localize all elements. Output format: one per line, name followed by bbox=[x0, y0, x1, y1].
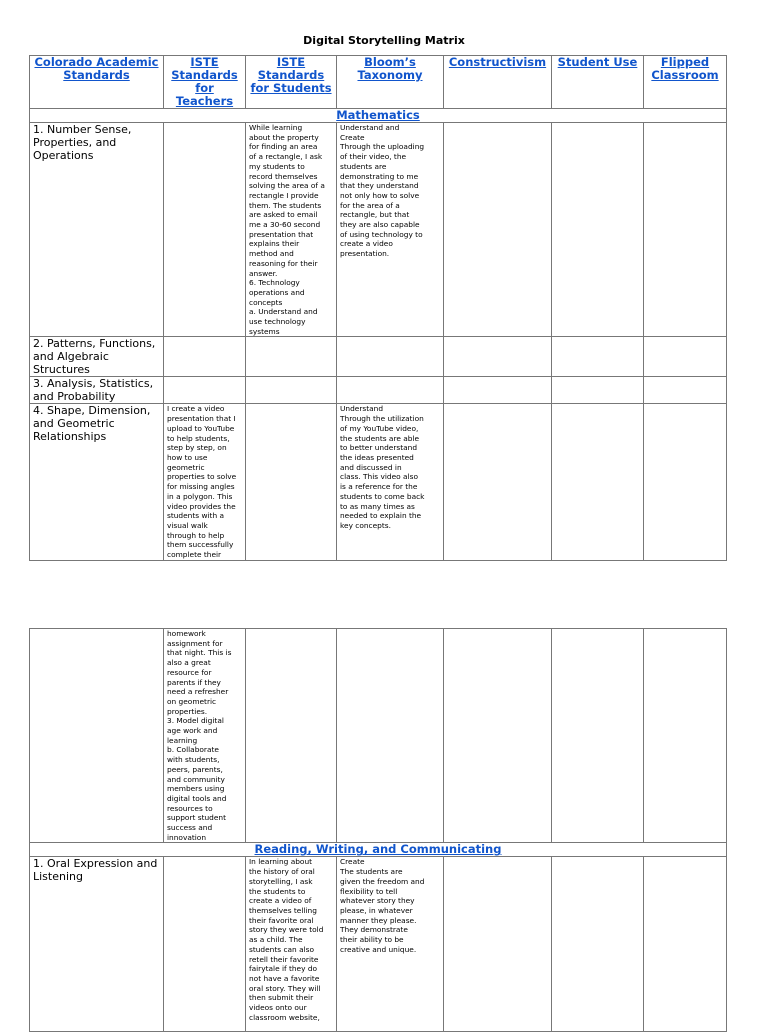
empty-cell bbox=[337, 377, 444, 404]
empty-cell bbox=[644, 629, 727, 843]
blooms-cell: Understand Through the utilization of my YouTube video, the students are able to better understand the ideas presented and discussed in class. This video also is a reference for the students to come back to as many times as needed to explain the key concepts. bbox=[337, 404, 444, 560]
header-iste-students[interactable]: ISTE Standards for Students bbox=[246, 56, 337, 109]
storytelling-matrix-table-continued bbox=[29, 628, 727, 1032]
empty-cell bbox=[444, 123, 552, 337]
empty-cell bbox=[444, 857, 552, 1032]
iste-students-cell: In learning about the history of oral storytelling, I ask the students to create a video of themselves telling their favorite oral story they were told as a child. The students can also retell their favorite fairytale if they do not have a favorite oral story. They will then submit their videos onto our classroom website, bbox=[246, 857, 337, 1032]
empty-cell bbox=[337, 629, 444, 843]
iste-students-cell: While learning about the property for finding an area of a rectangle, I ask my students to record themselves solving the area of a rectangle I provide them. The students are asked to email me a 30-60 second presentation that explains their method and reasoning for their answer. 6. Technology operations and concepts a. Understand and use technology systems bbox=[246, 123, 337, 337]
empty-cell bbox=[444, 377, 552, 404]
empty-cell bbox=[644, 857, 727, 1032]
empty-cell bbox=[30, 629, 164, 843]
standard-cell: 2. Patterns, Functions, and Algebraic Structures bbox=[30, 337, 164, 377]
table-row bbox=[30, 377, 727, 404]
table-row bbox=[30, 123, 727, 337]
empty-cell bbox=[246, 337, 337, 377]
section-row-reading-writing bbox=[30, 843, 727, 857]
blooms-cell: Understand and Create Through the uploading of their video, the students are demonstrating to me that they understand not only how to solve for the area of a rectangle, but that they are also capable of using technology to create a video presentation. bbox=[337, 123, 444, 337]
empty-cell bbox=[552, 377, 644, 404]
header-colorado-standards[interactable]: Colorado Academic Standards bbox=[30, 56, 164, 109]
empty-cell bbox=[444, 629, 552, 843]
iste-teachers-cell: I create a video presentation that I upload to YouTube to help students, step by step, on how to use geometric properties to solve for missing angles in a polygon. This video provides the students with a visual walk through to help them successfully complete their bbox=[164, 404, 246, 560]
header-iste-teachers[interactable]: ISTE Standards for Teachers bbox=[164, 56, 246, 109]
section-reading-writing-communicating[interactable]: Reading, Writing, and Communicating bbox=[30, 843, 727, 857]
iste-teachers-cell: homework assignment for that night. This is also a great resource for parents if they need a refresher on geometric properties. 3. Model digital age work and learning b. Collaborate with students, peers, parents, and community members using digital tools and resources to support student success and innovation bbox=[164, 629, 246, 843]
empty-cell bbox=[164, 123, 246, 337]
header-constructivism[interactable]: Constructivism bbox=[444, 56, 552, 109]
empty-cell bbox=[552, 857, 644, 1032]
section-mathematics[interactable]: Mathematics bbox=[30, 109, 727, 123]
standard-cell: 4. Shape, Dimension, and Geometric Relationships bbox=[30, 404, 164, 560]
header-student-use[interactable]: Student Use bbox=[552, 56, 644, 109]
empty-cell bbox=[337, 337, 444, 377]
blooms-cell: Create The students are given the freedom and flexibility to tell whatever story they please, in whatever manner they please. They demonstrate their ability to be creative and unique. bbox=[337, 857, 444, 1032]
header-flipped-classroom[interactable]: Flipped Classroom bbox=[644, 56, 727, 109]
empty-cell bbox=[644, 404, 727, 560]
standard-cell: 3. Analysis, Statistics, and Probability bbox=[30, 377, 164, 404]
table-row bbox=[30, 857, 727, 1032]
empty-cell bbox=[644, 377, 727, 404]
empty-cell bbox=[552, 404, 644, 560]
table-row bbox=[30, 337, 727, 377]
empty-cell bbox=[644, 123, 727, 337]
empty-cell bbox=[164, 857, 246, 1032]
empty-cell bbox=[444, 404, 552, 560]
header-blooms-taxonomy[interactable]: Bloom’s Taxonomy bbox=[337, 56, 444, 109]
standard-cell: 1. Number Sense, Properties, and Operations bbox=[30, 123, 164, 337]
empty-cell bbox=[164, 377, 246, 404]
storytelling-matrix-table bbox=[29, 55, 727, 561]
table-row bbox=[30, 629, 727, 843]
empty-cell bbox=[164, 337, 246, 377]
empty-cell bbox=[246, 377, 337, 404]
standard-cell: 1. Oral Expression and Listening bbox=[30, 857, 164, 1032]
empty-cell bbox=[552, 629, 644, 843]
empty-cell bbox=[552, 123, 644, 337]
section-row-mathematics bbox=[30, 109, 727, 123]
empty-cell bbox=[552, 337, 644, 377]
empty-cell bbox=[644, 337, 727, 377]
empty-cell bbox=[246, 404, 337, 560]
header-row bbox=[30, 56, 727, 109]
empty-cell bbox=[444, 337, 552, 377]
empty-cell bbox=[246, 629, 337, 843]
document-title: Digital Storytelling Matrix bbox=[303, 34, 465, 47]
table-row bbox=[30, 404, 727, 560]
